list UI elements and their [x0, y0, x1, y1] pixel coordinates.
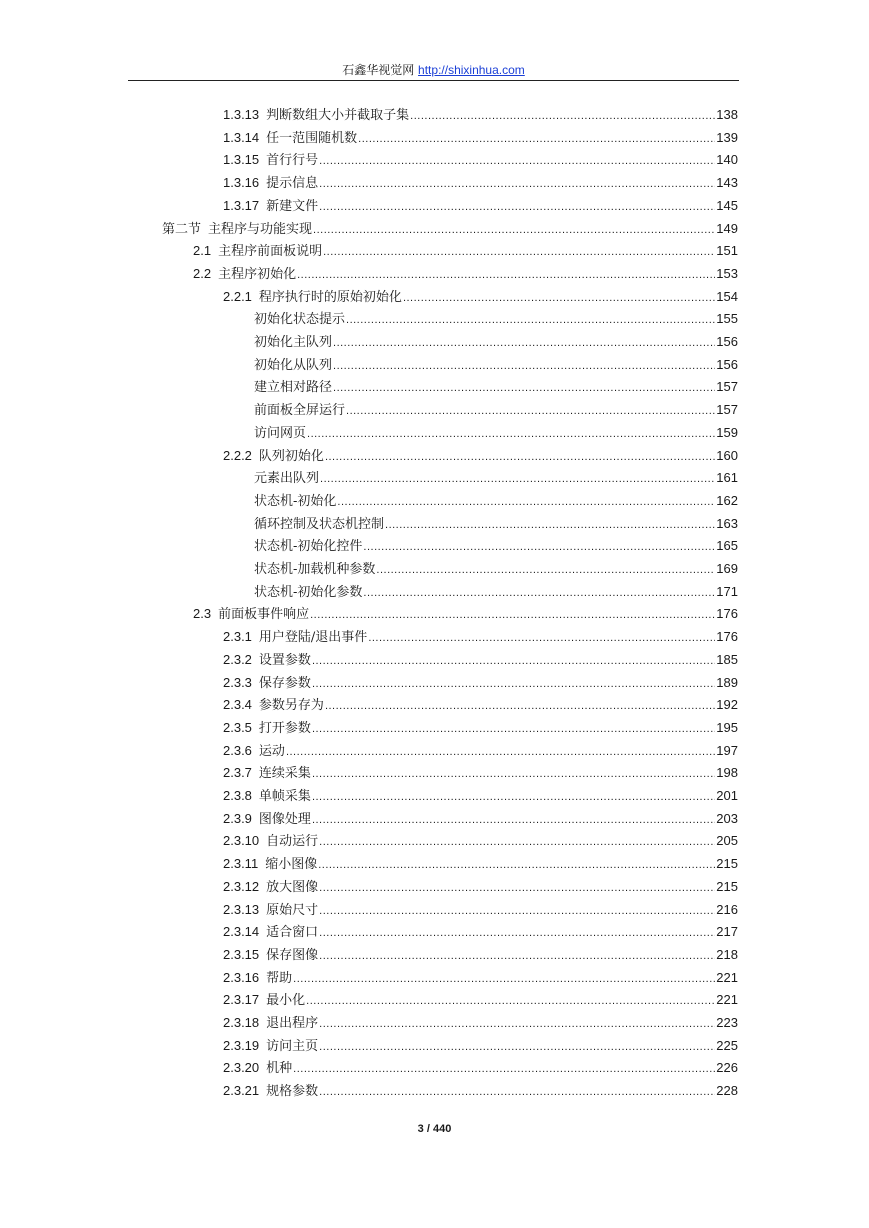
toc-dot-leader — [319, 945, 715, 967]
toc-dot-leader — [358, 128, 715, 150]
toc-entry-title: 单帧采集 — [258, 789, 311, 804]
toc-entry[interactable] — [223, 172, 738, 194]
toc-entry-title: 状态机-加载机种参数 — [254, 562, 376, 577]
toc-entry-title: 主程序初始化 — [218, 266, 297, 282]
toc-entry-page: 215 — [716, 856, 738, 872]
toc-entry-number: 1.3.14 — [223, 129, 260, 145]
toc-entry-number: 2.3 — [193, 606, 212, 622]
toc-entry[interactable] — [223, 853, 738, 875]
toc-dot-leader — [319, 150, 715, 172]
toc-entry-number: 1.3.17 — [223, 197, 260, 213]
toc-dot-leader — [368, 627, 715, 649]
toc-entry-page: 218 — [716, 946, 738, 962]
toc-entry[interactable] — [254, 467, 738, 489]
toc-dot-leader — [293, 968, 715, 990]
toc-dot-leader — [293, 1058, 715, 1080]
toc-entry-number: 2.2.2 — [223, 447, 252, 463]
toc-dot-leader — [319, 831, 715, 853]
toc-entry-number: 2.3.12 — [223, 878, 260, 894]
toc-entry-page: 157 — [716, 402, 738, 418]
toc-entry-title: 状态机-初始化参数 — [254, 584, 363, 600]
toc-dot-leader — [319, 922, 715, 944]
toc-entry-number: 2.3.10 — [223, 833, 260, 849]
toc-entry-page: 176 — [716, 606, 738, 622]
toc-entry-number: 2.1 — [193, 243, 212, 259]
toc-entry-title: 规格参数 — [266, 1084, 319, 1100]
toc-entry-number: 1.3.16 — [223, 175, 260, 191]
toc-dot-leader — [333, 332, 715, 354]
toc-entry-title: 建立相对路径 — [254, 380, 333, 396]
toc-entry-page: 176 — [716, 629, 738, 645]
toc-entry-title: 图像处理 — [258, 811, 311, 827]
toc-entry-title: 访问主页 — [266, 1038, 319, 1054]
toc-entry-page: 162 — [716, 492, 738, 508]
toc-entry[interactable] — [223, 1080, 738, 1102]
toc-dot-leader — [312, 650, 715, 672]
toc-entry-page: 171 — [716, 583, 738, 599]
toc-entry[interactable] — [254, 581, 738, 603]
toc-entry-number: 2.3.7 — [223, 765, 252, 781]
toc-dot-leader — [337, 491, 715, 513]
toc-entry-page: 195 — [716, 719, 738, 735]
toc-dot-leader — [333, 377, 715, 399]
toc-entry[interactable] — [223, 149, 738, 171]
toc-entry-number: 2.3.20 — [223, 1060, 260, 1076]
toc-dot-leader — [312, 673, 715, 695]
toc-entry-title: 原始尺寸 — [266, 902, 319, 918]
toc-entry-number: 2.3.5 — [223, 719, 252, 735]
toc-entry[interactable] — [223, 899, 738, 921]
toc-entry[interactable] — [223, 1012, 738, 1034]
toc-entry-number: 2.3.11 — [223, 856, 259, 872]
toc-entry-page: 189 — [716, 674, 738, 690]
toc-entry-number: 2.3.19 — [223, 1037, 260, 1053]
toc-entry[interactable] — [223, 127, 738, 149]
toc-dot-leader — [319, 196, 715, 218]
toc-entry-title: 缩小图像 — [265, 857, 318, 873]
toc-entry-number: 2.2.1 — [223, 288, 252, 304]
toc-entry-title: 保存参数 — [258, 675, 311, 691]
toc-entry-title: 放大图像 — [266, 879, 319, 895]
toc-entry-title: 运动 — [258, 743, 285, 759]
toc-entry-number: 2.3.4 — [223, 697, 252, 713]
toc-entry[interactable] — [254, 331, 738, 353]
toc-dot-leader — [363, 582, 715, 604]
toc-entry-page: 143 — [716, 175, 738, 191]
toc-entry[interactable] — [162, 218, 738, 240]
toc-entry[interactable] — [223, 876, 738, 898]
toc-dot-leader — [333, 355, 715, 377]
toc-dot-leader — [312, 786, 715, 808]
toc-entry[interactable] — [223, 672, 738, 694]
toc-entry-title: 适合窗口 — [266, 925, 319, 941]
toc-dot-leader — [319, 877, 715, 899]
toc-entry[interactable] — [223, 785, 738, 807]
toc-entry-page: 165 — [716, 538, 738, 554]
toc-dot-leader — [312, 718, 715, 740]
toc-entry-number: 2.3.9 — [223, 810, 252, 826]
toc-dot-leader — [319, 1081, 715, 1103]
toc-dot-leader — [363, 536, 715, 558]
toc-entry[interactable] — [223, 944, 738, 966]
toc-entry[interactable] — [254, 513, 738, 535]
toc-entry-title: 参数另存为 — [258, 698, 324, 714]
toc-entry[interactable] — [254, 354, 738, 376]
toc-dot-leader — [403, 287, 715, 309]
toc-entry[interactable] — [223, 740, 738, 762]
toc-entry-page: 138 — [716, 107, 738, 122]
toc-entry-page: 221 — [716, 992, 738, 1008]
toc-dot-leader — [297, 264, 715, 286]
toc-entry-title: 循环控制及状态机控制 — [254, 516, 385, 532]
toc-entry-page: 139 — [716, 129, 738, 145]
toc-entry-number: 2.3.3 — [223, 674, 252, 690]
toc-entry[interactable] — [223, 808, 738, 830]
toc-entry-page: 156 — [716, 334, 738, 349]
toc-dot-leader — [346, 309, 715, 331]
toc-entry[interactable] — [223, 762, 738, 784]
toc-dot-leader — [312, 809, 715, 831]
toc-dot-leader — [318, 854, 715, 876]
toc-dot-leader — [319, 1013, 715, 1035]
toc-entry[interactable] — [223, 649, 738, 671]
toc-entry-title: 访问网页 — [254, 425, 307, 441]
toc-entry-title: 自动运行 — [266, 834, 319, 850]
toc-entry-page: 145 — [716, 197, 738, 213]
toc-entry-page: 217 — [716, 924, 738, 940]
toc-dot-leader — [325, 695, 715, 717]
toc-entry[interactable] — [223, 967, 738, 989]
toc-entry[interactable] — [223, 1035, 738, 1057]
toc-entry-page: 161 — [716, 470, 738, 486]
toc-entry[interactable] — [223, 717, 738, 739]
toc-entry-page: 225 — [716, 1037, 738, 1053]
toc-entry-page: 149 — [716, 220, 738, 236]
toc-dot-leader — [319, 1036, 715, 1058]
toc-entry-title: 用户登陆/退出事件 — [258, 630, 368, 646]
toc-dot-leader — [319, 900, 715, 922]
toc-dot-leader — [410, 105, 715, 127]
toc-entry-title: 帮助 — [266, 970, 293, 986]
toc-entry[interactable] — [193, 603, 738, 625]
toc-entry-title: 主程序前面板说明 — [218, 244, 323, 260]
toc-entry-page: 151 — [716, 243, 738, 259]
toc-entry-page: 203 — [716, 810, 738, 826]
toc-entry-page: 154 — [716, 288, 738, 304]
toc-entry-page: 201 — [716, 788, 738, 803]
toc-entry-page: 221 — [716, 969, 738, 985]
toc-entry-page: 226 — [716, 1060, 738, 1076]
toc-dot-leader — [319, 173, 715, 195]
toc-entry-title: 前面板全屏运行 — [254, 403, 346, 419]
toc-entry-number: 2.3.15 — [223, 946, 260, 962]
toc-dot-leader — [385, 514, 715, 536]
toc-entry[interactable] — [193, 240, 738, 262]
toc-entry-number: 2.3.14 — [223, 924, 260, 940]
toc-entry-title: 最小化 — [266, 993, 306, 1009]
toc-entry-title: 状态机-初始化控件 — [254, 539, 363, 555]
toc-entry-page: 216 — [716, 901, 738, 917]
toc-entry-page: 197 — [716, 742, 738, 758]
toc-entry[interactable] — [223, 921, 738, 943]
toc-entry[interactable] — [223, 104, 738, 126]
toc-entry-title: 连续采集 — [258, 766, 311, 782]
toc-entry-page: 163 — [716, 515, 738, 531]
page-header — [128, 60, 739, 81]
toc-entry-page: 157 — [716, 379, 738, 395]
toc-entry[interactable] — [223, 195, 738, 217]
toc-entry-number: 2.3.17 — [223, 992, 260, 1008]
toc-entry-page: 215 — [716, 878, 738, 894]
toc-dot-leader — [310, 604, 715, 626]
toc-dot-leader — [325, 446, 715, 468]
toc-entry[interactable] — [193, 263, 738, 285]
page-number: 3 / 440 — [417, 1123, 452, 1135]
toc-entry-title: 机种 — [266, 1061, 293, 1077]
toc-entry-number: 2.2 — [193, 265, 212, 281]
toc-entry[interactable] — [223, 1057, 738, 1079]
toc-entry-title: 初始化主队列 — [254, 335, 333, 350]
toc-entry-number: 2.3.1 — [223, 629, 252, 645]
toc-entry-page: 155 — [716, 311, 738, 327]
toc-entry-number: 2.3.6 — [223, 742, 252, 758]
toc-entry-page: 228 — [716, 1083, 738, 1099]
toc-dot-leader — [376, 559, 715, 581]
toc-entry[interactable] — [223, 830, 738, 852]
toc-entry-page: 159 — [716, 424, 738, 440]
toc-entry[interactable] — [223, 445, 738, 467]
toc-entry[interactable] — [254, 422, 738, 444]
toc-entry-page: 192 — [716, 697, 738, 713]
toc-entry-page: 205 — [716, 833, 738, 849]
toc-entry-title: 首行行号 — [266, 153, 319, 169]
toc-entry-title: 提示信息 — [266, 176, 319, 192]
toc-entry[interactable] — [254, 490, 738, 512]
toc-entry-page: 160 — [716, 447, 738, 463]
toc-entry[interactable] — [254, 376, 738, 398]
toc-dot-leader — [312, 763, 715, 785]
toc-entry-title: 前面板事件响应 — [218, 607, 310, 623]
toc-entry-title: 初始化从队列 — [254, 357, 333, 373]
toc-dot-leader — [307, 423, 715, 445]
toc-entry-title: 程序执行时的原始初始化 — [258, 289, 402, 305]
toc-entry[interactable] — [223, 989, 738, 1011]
toc-entry-number: 2.3.8 — [223, 788, 252, 803]
toc-entry-page: 153 — [716, 265, 738, 281]
toc-entry[interactable] — [254, 535, 738, 557]
toc-entry-title: 打开参数 — [258, 720, 311, 736]
site-url-link[interactable]: http://shixinhua.com — [418, 63, 525, 77]
toc-entry-title: 判断数组大小并截取子集 — [266, 108, 410, 123]
toc-dot-leader — [313, 219, 715, 241]
toc-entry-title: 设置参数 — [258, 652, 311, 668]
toc-entry-number: 第二节 — [162, 221, 202, 237]
toc-entry-title: 新建文件 — [266, 198, 319, 214]
toc-entry-title: 保存图像 — [266, 947, 319, 963]
toc-entry-number: 1.3.15 — [223, 152, 260, 168]
toc-entry-page: 156 — [716, 356, 738, 372]
toc-entry-title: 状态机-初始化 — [254, 493, 337, 509]
toc-entry[interactable] — [223, 286, 738, 308]
toc-entry-page: 185 — [716, 651, 738, 667]
toc-entry[interactable] — [254, 558, 738, 580]
toc-entry-number: 2.3.16 — [223, 969, 260, 985]
toc-entry[interactable] — [223, 626, 738, 648]
toc-dot-leader — [306, 990, 715, 1012]
toc-entry-number: 2.3.2 — [223, 651, 252, 667]
toc-entry-title: 任一范围随机数 — [266, 130, 358, 146]
toc-dot-leader — [286, 741, 715, 763]
toc-entry-number: 2.3.13 — [223, 901, 260, 917]
toc-dot-leader — [323, 241, 715, 263]
toc-entry-page: 169 — [716, 561, 738, 576]
toc-dot-leader — [320, 468, 715, 490]
toc-entry-page: 223 — [716, 1015, 738, 1030]
toc-entry[interactable] — [254, 399, 738, 421]
toc-entry-title: 队列初始化 — [258, 448, 324, 464]
toc-entry-page: 140 — [716, 152, 738, 168]
toc-entry-title: 元素出队列 — [254, 471, 320, 487]
toc-entry-title: 退出程序 — [266, 1016, 319, 1031]
toc-entry-page: 198 — [716, 765, 738, 781]
toc-dot-leader — [346, 400, 715, 422]
site-name: 石鑫华视觉网 — [342, 63, 415, 77]
toc-entry-number: 1.3.13 — [223, 107, 260, 122]
toc-entry-number: 2.3.21 — [223, 1083, 260, 1099]
toc-entry-title: 初始化状态提示 — [254, 312, 346, 328]
toc-entry[interactable] — [254, 308, 738, 330]
toc-entry[interactable] — [223, 694, 738, 716]
toc-entry-title: 主程序与功能实现 — [208, 221, 313, 237]
toc-entry-number: 2.3.18 — [223, 1015, 260, 1030]
